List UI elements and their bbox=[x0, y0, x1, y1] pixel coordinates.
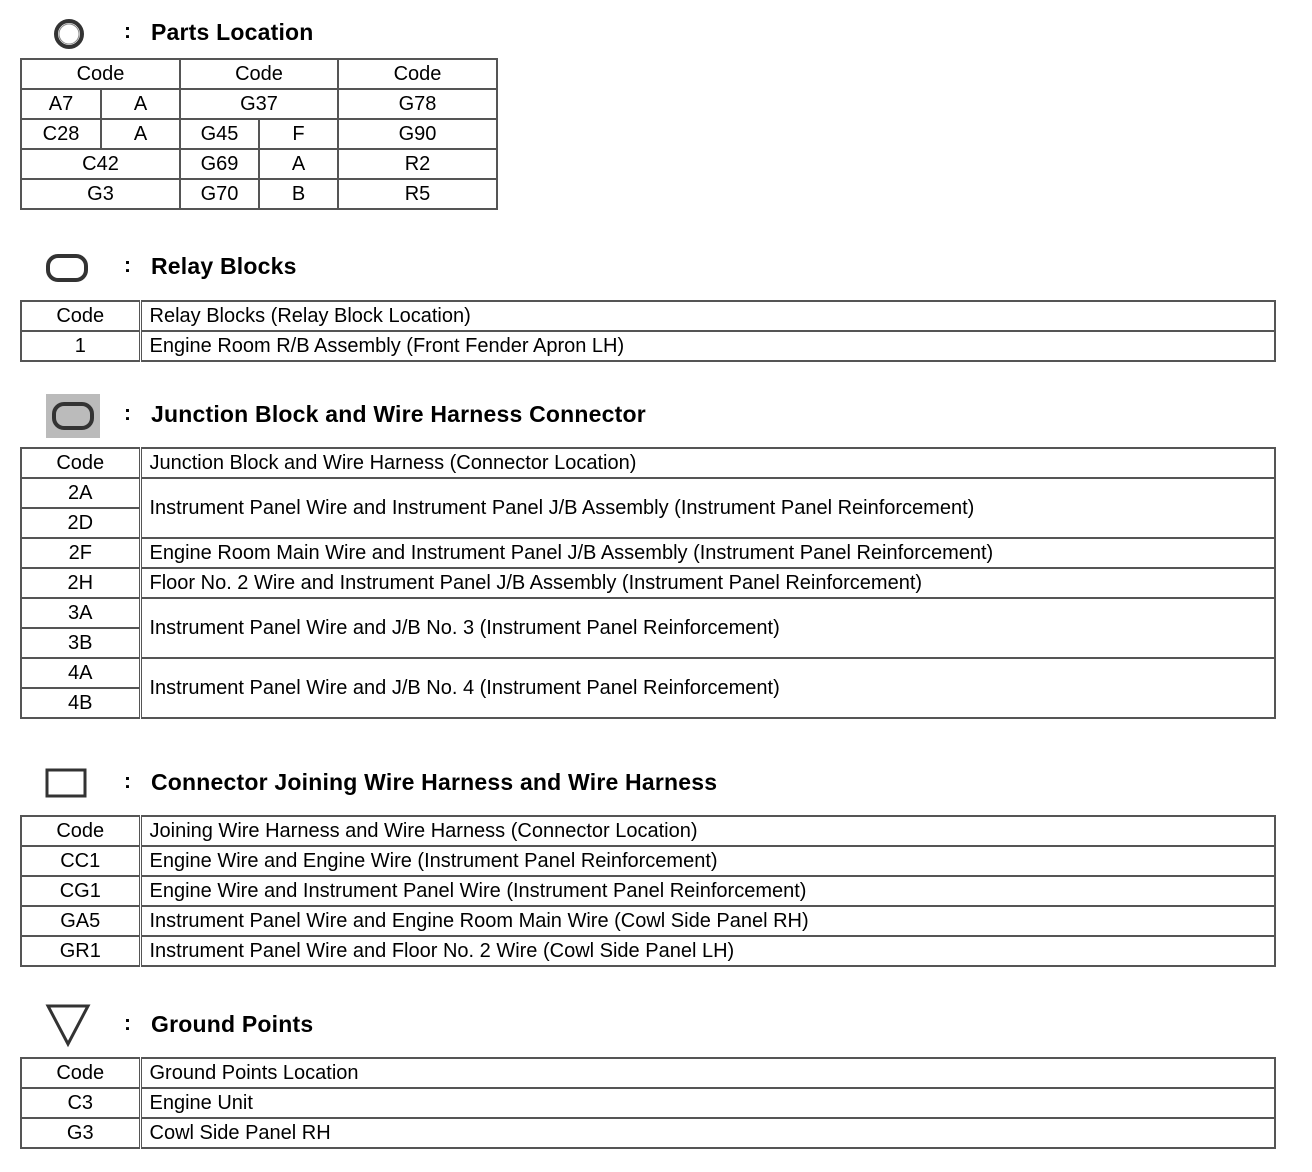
section-title: Parts Location bbox=[151, 19, 314, 45]
relay-blocks-heading bbox=[0, 248, 1300, 288]
parts-location-table bbox=[20, 58, 498, 210]
part-code: R2 bbox=[338, 149, 497, 179]
table-row bbox=[21, 179, 497, 209]
junction-description: Floor No. 2 Wire and Instrument Panel J/B Assembly (Instrument Panel Reinforcement) bbox=[140, 568, 1275, 598]
connector-code: CC1 bbox=[21, 846, 140, 876]
ground-description: Engine Unit bbox=[140, 1088, 1275, 1118]
table-header-row bbox=[21, 59, 497, 89]
column-header-code: Code bbox=[21, 301, 140, 331]
connector-table bbox=[20, 815, 1276, 967]
part-code: G70 bbox=[180, 179, 259, 209]
junction-code: 4B bbox=[21, 688, 140, 718]
relay-description: Engine Room R/B Assembly (Front Fender Apron LH) bbox=[140, 331, 1275, 361]
section-title: Connector Joining Wire Harness and Wire Harness bbox=[151, 769, 718, 795]
table-header-row bbox=[21, 816, 1275, 846]
table-row bbox=[21, 89, 497, 119]
junction-code: 4A bbox=[21, 658, 140, 688]
junction-code: 2D bbox=[21, 508, 140, 538]
part-code: R5 bbox=[338, 179, 497, 209]
part-suffix: A bbox=[101, 89, 180, 119]
section-title: Junction Block and Wire Harness Connector bbox=[151, 401, 646, 427]
part-code: G3 bbox=[21, 179, 180, 209]
part-suffix: B bbox=[259, 179, 338, 209]
relay-blocks-table bbox=[20, 300, 1276, 362]
heading-colon: : bbox=[124, 402, 131, 425]
table-header-row bbox=[21, 301, 1275, 331]
heading-colon: : bbox=[124, 1012, 131, 1035]
connector-rect-icon bbox=[44, 762, 94, 807]
junction-code: 2H bbox=[21, 568, 140, 598]
table-row bbox=[21, 538, 1275, 568]
table-row bbox=[21, 658, 1275, 688]
part-code: G45 bbox=[180, 119, 259, 149]
heading-colon: : bbox=[124, 770, 131, 793]
column-header-code: Code bbox=[21, 816, 140, 846]
heading-colon: : bbox=[124, 20, 131, 43]
connector-code: CG1 bbox=[21, 876, 140, 906]
connector-code: GA5 bbox=[21, 906, 140, 936]
junction-description: Instrument Panel Wire and Instrument Panel J/B Assembly (Instrument Panel Reinforcement) bbox=[140, 478, 1275, 538]
connector-description: Instrument Panel Wire and Engine Room Main Wire (Cowl Side Panel RH) bbox=[140, 906, 1275, 936]
parts-location-circle-icon bbox=[44, 14, 94, 59]
ground-point-triangle-icon bbox=[44, 1002, 94, 1053]
part-suffix: A bbox=[101, 119, 180, 149]
table-row bbox=[21, 1118, 1275, 1148]
table-row bbox=[21, 906, 1275, 936]
table-row bbox=[21, 876, 1275, 906]
table-row bbox=[21, 119, 497, 149]
junction-code: 3B bbox=[21, 628, 140, 658]
part-code: C28 bbox=[21, 119, 101, 149]
junction-description: Engine Room Main Wire and Instrument Panel J/B Assembly (Instrument Panel Reinforcement) bbox=[140, 538, 1275, 568]
junction-block-shaded-rounded-rect-icon bbox=[44, 394, 104, 445]
part-suffix: A bbox=[259, 149, 338, 179]
table-header-row bbox=[21, 1058, 1275, 1088]
junction-code: 2F bbox=[21, 538, 140, 568]
column-header-description: Joining Wire Harness and Wire Harness (Connector Location) bbox=[140, 816, 1275, 846]
table-row bbox=[21, 936, 1275, 966]
ground-description: Cowl Side Panel RH bbox=[140, 1118, 1275, 1148]
ground-code: G3 bbox=[21, 1118, 140, 1148]
ground-points-table bbox=[20, 1057, 1276, 1149]
table-row bbox=[21, 568, 1275, 598]
part-code: C42 bbox=[21, 149, 180, 179]
column-header-description: Relay Blocks (Relay Block Location) bbox=[140, 301, 1275, 331]
parts-location-heading bbox=[0, 14, 1300, 54]
connector-description: Instrument Panel Wire and Floor No. 2 Wire (Cowl Side Panel LH) bbox=[140, 936, 1275, 966]
column-header: Code bbox=[180, 59, 338, 89]
connector-description: Engine Wire and Engine Wire (Instrument Panel Reinforcement) bbox=[140, 846, 1275, 876]
junction-description: Instrument Panel Wire and J/B No. 4 (Instrument Panel Reinforcement) bbox=[140, 658, 1275, 718]
ground-points-heading bbox=[0, 1002, 1300, 1042]
section-title: Relay Blocks bbox=[151, 253, 297, 279]
junction-code: 2A bbox=[21, 478, 140, 508]
relay-block-rounded-rect-icon bbox=[44, 248, 94, 293]
junction-block-table bbox=[20, 447, 1276, 719]
heading-colon: : bbox=[124, 254, 131, 277]
part-code: G78 bbox=[338, 89, 497, 119]
table-row bbox=[21, 846, 1275, 876]
connector-description: Engine Wire and Instrument Panel Wire (Instrument Panel Reinforcement) bbox=[140, 876, 1275, 906]
column-header: Code bbox=[338, 59, 497, 89]
part-suffix: F bbox=[259, 119, 338, 149]
table-row bbox=[21, 149, 497, 179]
part-code: A7 bbox=[21, 89, 101, 119]
connector-heading bbox=[0, 762, 1300, 802]
table-row bbox=[21, 478, 1275, 508]
junction-description: Instrument Panel Wire and J/B No. 3 (Instrument Panel Reinforcement) bbox=[140, 598, 1275, 658]
table-row bbox=[21, 598, 1275, 628]
relay-code: 1 bbox=[21, 331, 140, 361]
junction-code: 3A bbox=[21, 598, 140, 628]
column-header-description: Ground Points Location bbox=[140, 1058, 1275, 1088]
section-title: Ground Points bbox=[151, 1011, 314, 1037]
column-header-code: Code bbox=[21, 1058, 140, 1088]
part-code: G69 bbox=[180, 149, 259, 179]
table-row bbox=[21, 331, 1275, 361]
part-code: G37 bbox=[180, 89, 338, 119]
column-header-code: Code bbox=[21, 448, 140, 478]
part-code: G90 bbox=[338, 119, 497, 149]
ground-code: C3 bbox=[21, 1088, 140, 1118]
column-header-description: Junction Block and Wire Harness (Connector Location) bbox=[140, 448, 1275, 478]
connector-code: GR1 bbox=[21, 936, 140, 966]
table-header-row bbox=[21, 448, 1275, 478]
table-row bbox=[21, 1088, 1275, 1118]
junction-block-heading bbox=[0, 394, 1300, 434]
column-header: Code bbox=[21, 59, 180, 89]
